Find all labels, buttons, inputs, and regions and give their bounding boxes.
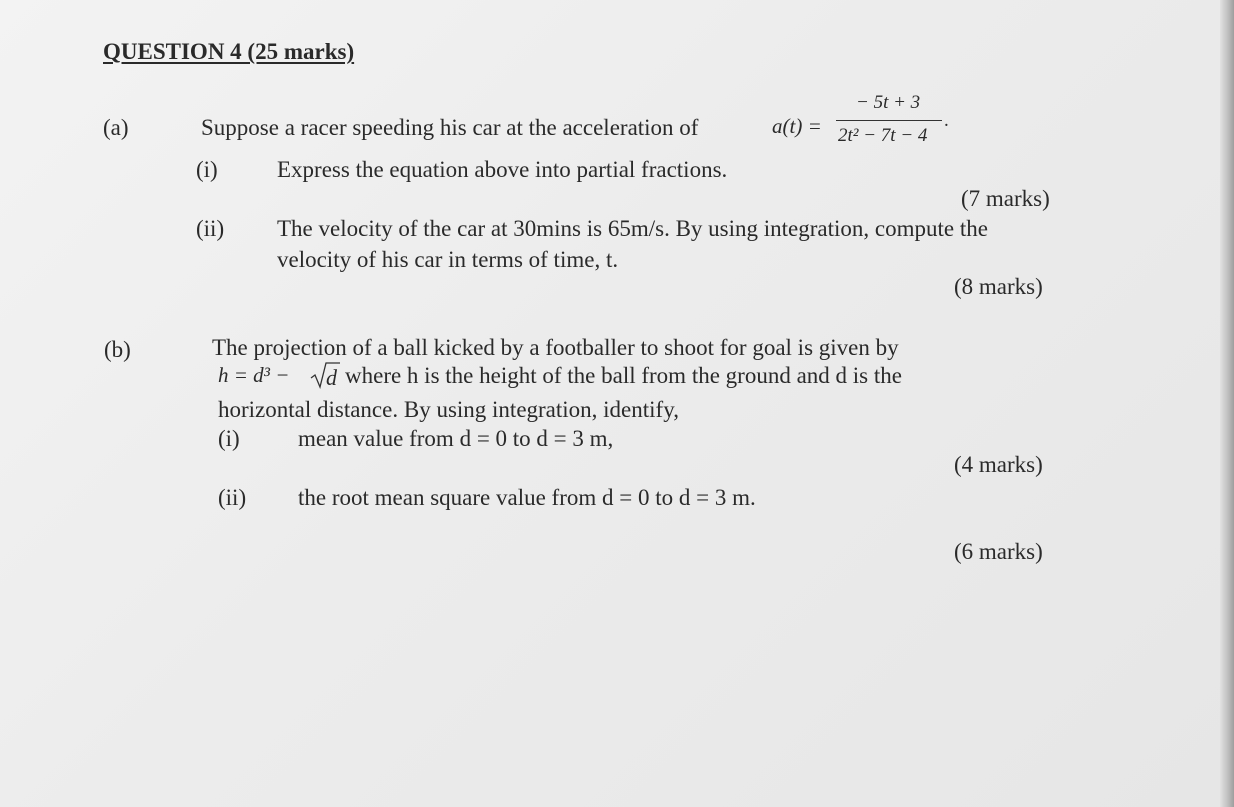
acceleration-fraction [836, 92, 949, 152]
square-root-icon [310, 359, 340, 389]
part-b-i-text: mean value from d = 0 to d = 3 m, [298, 426, 614, 451]
fraction-period: . [944, 110, 949, 131]
fraction-denominator: 2t² − 7t − 4 [838, 125, 928, 146]
part-b-line2: where h is the height of the ball from the ground and d is the [345, 363, 902, 388]
part-a-ii-line2: velocity of his car in terms of time, t. [277, 247, 619, 272]
fraction-numerator: − 5t + 3 [856, 92, 921, 113]
part-a-i-marks: (7 marks) [961, 186, 1050, 211]
sqrt-argument: d [326, 365, 337, 390]
part-b-label: (b) [104, 337, 131, 362]
acceleration-function-label: a(t) = [772, 114, 822, 138]
part-b-i-label: (i) [218, 426, 240, 451]
height-formula-lhs: h = d³ − [218, 363, 290, 387]
part-a-label: (a) [103, 115, 129, 140]
part-b-line3: horizontal distance. By using integration, identify, [218, 397, 679, 422]
part-b-line1: The projection of a ball kicked by a footballer to shoot for goal is given by [212, 335, 899, 360]
part-b-ii-marks: (6 marks) [954, 539, 1043, 564]
part-a-intro: Suppose a racer speeding his car at the acceleration of [201, 115, 699, 140]
part-a-ii-label: (ii) [196, 216, 225, 241]
part-a-ii-line1: The velocity of the car at 30mins is 65m/s. By using integration, compute the [277, 216, 988, 241]
part-b-ii-label: (ii) [218, 485, 247, 510]
part-a-i-text: Express the equation above into partial fractions. [277, 157, 728, 182]
part-a-ii-marks: (8 marks) [954, 274, 1043, 299]
page-edge-shadow [1220, 0, 1234, 807]
part-b-i-marks: (4 marks) [954, 452, 1043, 477]
part-a-i-label: (i) [196, 157, 218, 182]
fraction-bar [836, 120, 942, 121]
question-heading: QUESTION 4 (25 marks) [103, 39, 355, 64]
part-b-ii-text: the root mean square value from d = 0 to d = 3 m. [298, 485, 756, 510]
